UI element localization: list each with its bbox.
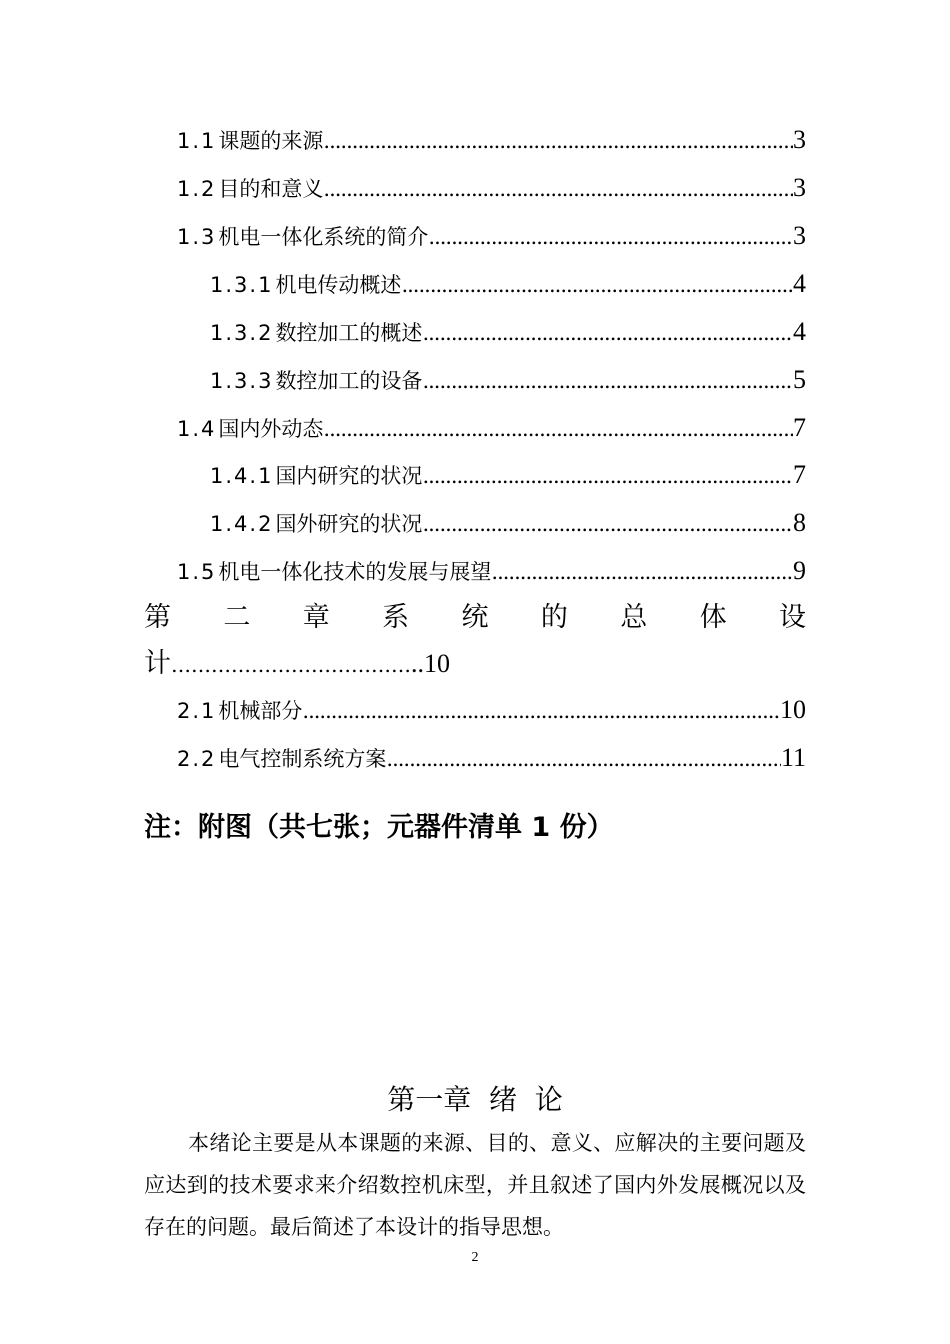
toc-number: 1.4.2 [210,512,274,536]
chapter-char: 统 [461,602,489,633]
toc-page-number: 10 [780,695,806,724]
toc-entry[interactable] [177,120,806,160]
toc-page-number: 8 [793,508,806,537]
toc-leader-dots [422,313,793,353]
toc-leader-dots [323,409,793,449]
toc-title: 电气控制系统方案 [218,747,387,771]
toc-entry[interactable] [177,551,806,591]
toc-number: 2.1 [177,699,217,723]
chapter-char: 的 [540,602,568,633]
toc-page-number: 9 [793,556,806,585]
toc-number: 1.5 [177,560,217,584]
toc-page-number: 4 [793,269,806,298]
toc-title: 数控加工的设备 [275,369,423,393]
toc-page-number: 11 [780,743,806,772]
toc-leader-dots [422,456,793,496]
toc-leader-dots [428,217,793,257]
toc-leader-dots [401,265,793,305]
toc-entry[interactable] [177,738,806,778]
toc-entry[interactable] [210,312,806,352]
toc-number: 1.3.2 [210,321,274,345]
chapter-char: 系 [382,602,410,633]
toc-title: 机电一体化技术的发展与展望 [218,560,492,584]
toc-entry[interactable] [210,264,806,304]
toc-title: 机电传动概述 [275,273,402,297]
toc-title: 目的和意义 [218,177,324,201]
toc-entry[interactable] [210,455,806,495]
toc-chapter-heading-continued[interactable] [144,642,450,686]
toc-number: 1.3.3 [210,369,274,393]
chapter-char: 体 [699,602,727,633]
toc-title: 机电一体化系统的简介 [218,225,429,249]
chapter-char: 计 [144,648,171,679]
toc-entry[interactable] [177,408,806,448]
toc-leader-dots: ……………………………… [171,653,411,677]
chapter-title: 第一章 绪 论 [387,1083,563,1116]
toc-title: 国内研究的状况 [275,464,423,488]
toc-number: 1.4.1 [210,464,274,488]
chapter-char: 设 [779,602,806,633]
toc-number: 1.1 [177,129,217,153]
toc-leader-dots [323,169,793,209]
toc-leader-dots [386,739,781,779]
toc-page-number: 7 [793,413,806,442]
page-number: 2 [471,1250,479,1265]
toc-title: 国内外动态 [218,417,324,441]
attachment-note: 注：附图（共七张；元器件清单 1 份） [144,812,614,843]
chapter-char: 章 [302,602,330,633]
toc-page-number: ..10 [411,649,450,678]
toc-title: 国外研究的状况 [275,512,423,536]
chapter-char: 二 [223,602,251,633]
toc-number: 2.2 [177,747,217,771]
toc-leader-dots [323,121,793,161]
toc-page-number: 3 [793,173,806,202]
toc-number: 1.3 [177,225,217,249]
toc-entry[interactable] [177,690,806,730]
toc-title: 机械部分 [218,699,303,723]
toc-entry[interactable] [177,216,806,256]
toc-entry[interactable] [210,360,806,400]
toc-leader-dots [422,504,793,544]
toc-leader-dots [422,361,793,401]
toc-chapter-heading[interactable] [144,596,806,640]
chapter-char: 第 [144,602,171,633]
toc-page-number: 3 [793,125,806,154]
toc-leader-dots [491,552,793,592]
toc-leader-dots [302,691,780,731]
toc-number: 1.4 [177,417,217,441]
toc-entry[interactable] [177,168,806,208]
toc-page-number: 7 [793,460,806,489]
toc-page-number: 5 [793,365,806,394]
toc-entry[interactable] [210,503,806,543]
toc-title: 数控加工的概述 [275,321,423,345]
toc-title: 课题的来源 [218,129,324,153]
intro-paragraph: 本绪论主要是从本课题的来源、目的、意义、应解决的主要问题及应达到的技术要求来介绍数控机床型，并且叙述了国内外发展概况以及存在的问题。最后简述了本设计的指导思想。 [144,1131,806,1239]
toc-number: 1.3.1 [210,273,274,297]
toc-page-number: 4 [793,317,806,346]
chapter-char: 总 [620,602,648,633]
toc-page-number: 3 [793,221,806,250]
toc-number: 1.2 [177,177,217,201]
